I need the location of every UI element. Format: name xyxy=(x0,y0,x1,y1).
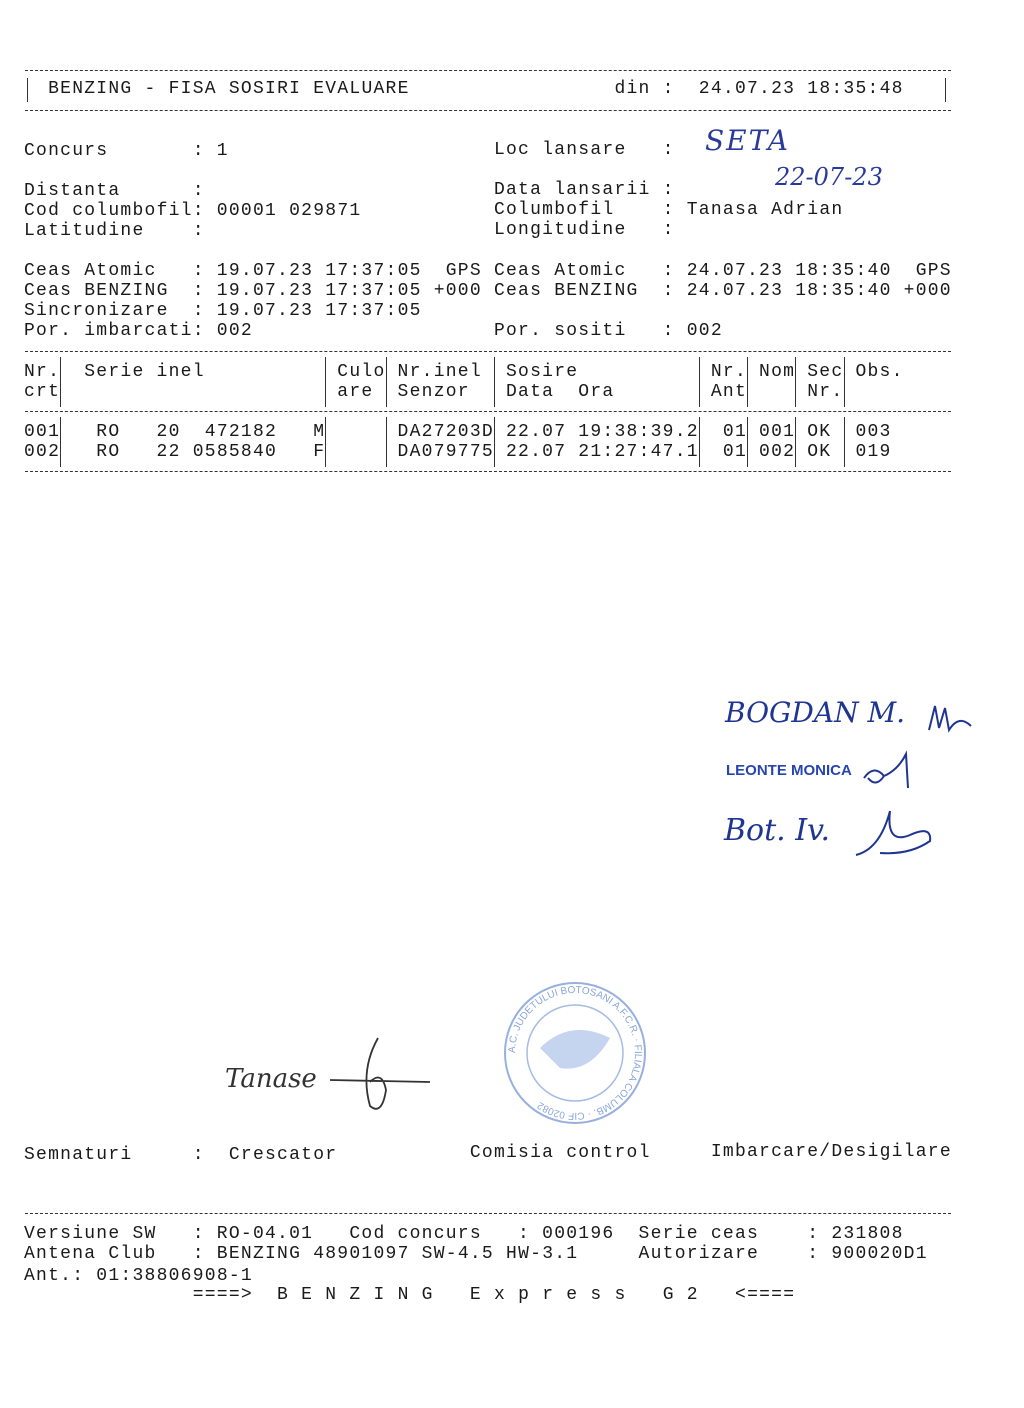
colon: : xyxy=(662,321,675,341)
signature-bogdan: BOGDAN M. xyxy=(725,696,906,729)
cell-nr: 002 xyxy=(24,442,61,462)
concurs-label: Concurs xyxy=(24,141,109,161)
header-top-border xyxy=(25,70,951,71)
colon: : xyxy=(192,201,205,221)
table-column-divider xyxy=(699,357,700,407)
th-nr-ant: Nr. xyxy=(710,362,747,382)
start-atomic-label: Ceas Atomic xyxy=(24,261,157,281)
table-column-divider xyxy=(795,417,796,467)
table-column-divider xyxy=(386,357,387,407)
colon: : xyxy=(662,200,675,220)
cell-sosire: 22.07 19:38:39.2 xyxy=(506,422,699,442)
th-ant: Ant xyxy=(710,382,747,402)
th-nrinel: Nr.inel xyxy=(397,362,482,382)
start-benzing-label: Ceas BENZING xyxy=(24,281,169,301)
end-benzing-value: 24.07.23 18:35:40 xyxy=(686,281,892,301)
cell-sosire: 22.07 21:27:47.1 xyxy=(506,442,699,462)
cell-obs: 019 xyxy=(855,442,892,462)
imbarcati-label: Por. imbarcati xyxy=(24,321,193,341)
start-benzing-value: 19.07.23 17:37:05 xyxy=(216,281,422,301)
autorizare-label: Autorizare xyxy=(638,1244,760,1264)
th-serie: Serie inel xyxy=(84,362,205,382)
serie-ceas-label: Serie ceas xyxy=(638,1224,760,1244)
colon: : xyxy=(192,321,205,341)
printed-name-leonte: LEONTE MONICA xyxy=(726,762,852,779)
sositi-value: 002 xyxy=(686,321,723,341)
sositi-label: Por. sositi xyxy=(493,321,627,341)
th-nom: Nom xyxy=(759,362,796,382)
colon: : xyxy=(662,220,675,240)
cell-sex: F xyxy=(313,442,326,462)
svg-text:A.C. JUDETULUI BOTOSANI A.F.C.: A.C. JUDETULUI BOTOSANI A.F.C.R. · FILIALA COLUMB. · CIF 02082 xyxy=(506,984,644,1122)
cell-nr: 001 xyxy=(24,422,61,442)
table-column-divider xyxy=(747,357,748,407)
semnaturi-label: Semnaturi xyxy=(24,1145,133,1165)
colon: : xyxy=(192,261,205,281)
longitudine-label: Longitudine xyxy=(493,220,627,240)
table-column-divider xyxy=(747,417,748,467)
sync-label: Sincronizare xyxy=(24,301,169,321)
document-title: BENZING - FISA SOSIRI EVALUARE xyxy=(48,79,410,99)
table-column-divider xyxy=(325,417,326,467)
cell-sec: OK xyxy=(807,422,832,442)
cell-serie: RO 22 0585840 xyxy=(96,442,278,462)
th-sec: Sec xyxy=(807,362,844,382)
imbarcare-label: Imbarcare/Desigilare xyxy=(710,1142,952,1162)
autorizare-value: : 900020D1 xyxy=(807,1244,928,1264)
table-column-divider xyxy=(844,417,845,467)
end-benzing-label: Ceas BENZING xyxy=(493,281,639,301)
signature-bot: Bot. Iv. xyxy=(724,813,831,848)
antena-value: : BENZING 48901097 SW-4.5 HW-3.1 xyxy=(192,1244,579,1264)
antena-label: Antena Club xyxy=(24,1244,157,1264)
start-atomic-value: 19.07.23 17:37:05 xyxy=(216,261,422,281)
cell-serie: RO 20 472182 xyxy=(96,422,278,442)
signature-scribble-icon xyxy=(850,805,940,865)
table-column-divider xyxy=(60,357,61,407)
colon: : xyxy=(192,181,205,201)
cell-obs: 003 xyxy=(855,422,892,442)
cod-concurs-value: : 000196 xyxy=(518,1224,615,1244)
data-lansarii-handwritten: 22-07-23 xyxy=(775,163,883,191)
table-column-divider xyxy=(60,417,61,467)
cell-sex: M xyxy=(313,422,326,442)
end-atomic-label: Ceas Atomic xyxy=(493,261,627,281)
cell-senzor: DA079775 xyxy=(397,442,494,462)
start-benzing-suffix: +000 xyxy=(433,281,482,301)
data-lansarii-label: Data lansarii xyxy=(493,180,651,200)
columbofil-value: Tanasa Adrian xyxy=(686,200,844,220)
serie-ceas-value: : 231808 xyxy=(807,1224,904,1244)
colon: : xyxy=(192,221,205,241)
colon: : xyxy=(192,141,205,161)
columbofil-label: Columbofil xyxy=(493,200,615,220)
versiune-value: : RO-04.01 xyxy=(192,1224,314,1244)
table-header-rule xyxy=(25,411,951,412)
colon: : xyxy=(662,261,675,281)
din-value: 24.07.23 18:35:48 xyxy=(698,79,904,99)
end-atomic-value: 24.07.23 18:35:40 xyxy=(686,261,892,281)
loc-lansare-handwritten: SETA xyxy=(705,124,790,157)
cell-ant: 01 xyxy=(722,442,747,462)
brand-line: ====> B E N Z I N G E x p r e s s G 2 <==== xyxy=(192,1285,796,1305)
cod-columbofil-label: Cod columbofil xyxy=(24,201,193,221)
th-sosire: Sosire xyxy=(506,362,579,382)
header-right-bar xyxy=(945,78,946,102)
cell-ant: 01 xyxy=(722,422,747,442)
comisia-label: Comisia control xyxy=(469,1143,651,1163)
th-senzor: Senzor xyxy=(397,382,470,402)
distanta-label: Distanta xyxy=(24,181,121,201)
colon: : xyxy=(192,1145,205,1165)
ant-line: Ant.: 01:38806908-1 xyxy=(24,1266,253,1286)
signature-scribble-icon xyxy=(320,1030,440,1120)
cell-senzor: DA27203D xyxy=(397,422,494,442)
table-column-divider xyxy=(386,417,387,467)
imbarcati-value: 002 xyxy=(216,321,253,341)
end-atomic-suffix: GPS xyxy=(915,261,952,281)
th-crt: crt xyxy=(24,382,61,402)
table-column-divider xyxy=(494,357,495,407)
colon: : xyxy=(662,140,675,160)
th-are: are xyxy=(337,382,374,402)
table-column-divider xyxy=(795,357,796,407)
th-sec-nr: Nr. xyxy=(807,382,844,402)
crescator-label: Crescator xyxy=(228,1145,338,1165)
cod-concurs-label: Cod concurs xyxy=(349,1224,482,1244)
colon: : xyxy=(662,180,675,200)
table-bottom-rule xyxy=(25,471,951,472)
signature-scribble-icon xyxy=(925,700,975,734)
latitudine-label: Latitudine xyxy=(24,221,145,241)
th-obs: Obs. xyxy=(855,362,904,382)
crescator-signature: Tanase xyxy=(225,1064,317,1094)
cell-nom: 002 xyxy=(759,442,796,462)
table-top-rule xyxy=(25,351,951,352)
colon: : xyxy=(192,281,205,301)
din-label: din : xyxy=(614,79,675,99)
th-culo: Culo xyxy=(337,362,386,382)
signature-scribble-icon xyxy=(862,750,912,790)
cod-columbofil-value: 00001 029871 xyxy=(216,201,362,221)
official-stamp xyxy=(500,978,650,1128)
start-atomic-suffix: GPS xyxy=(445,261,482,281)
end-benzing-suffix: +000 xyxy=(903,281,952,301)
table-column-divider xyxy=(325,357,326,407)
colon: : xyxy=(192,301,205,321)
header-left-bar xyxy=(27,78,28,102)
cell-nom: 001 xyxy=(759,422,796,442)
concurs-value: 1 xyxy=(216,141,229,161)
sync-value: 19.07.23 17:37:05 xyxy=(216,301,422,321)
th-nr: Nr. xyxy=(24,362,61,382)
table-column-divider xyxy=(699,417,700,467)
versiune-label: Versiune SW xyxy=(24,1224,157,1244)
loc-lansare-label: Loc lansare xyxy=(493,140,627,160)
colon: : xyxy=(662,281,675,301)
th-data-ora: Data Ora xyxy=(506,382,615,402)
footer-rule xyxy=(25,1213,951,1214)
table-column-divider xyxy=(494,417,495,467)
cell-sec: OK xyxy=(807,442,832,462)
header-bottom-border xyxy=(25,110,951,111)
table-column-divider xyxy=(844,357,845,407)
